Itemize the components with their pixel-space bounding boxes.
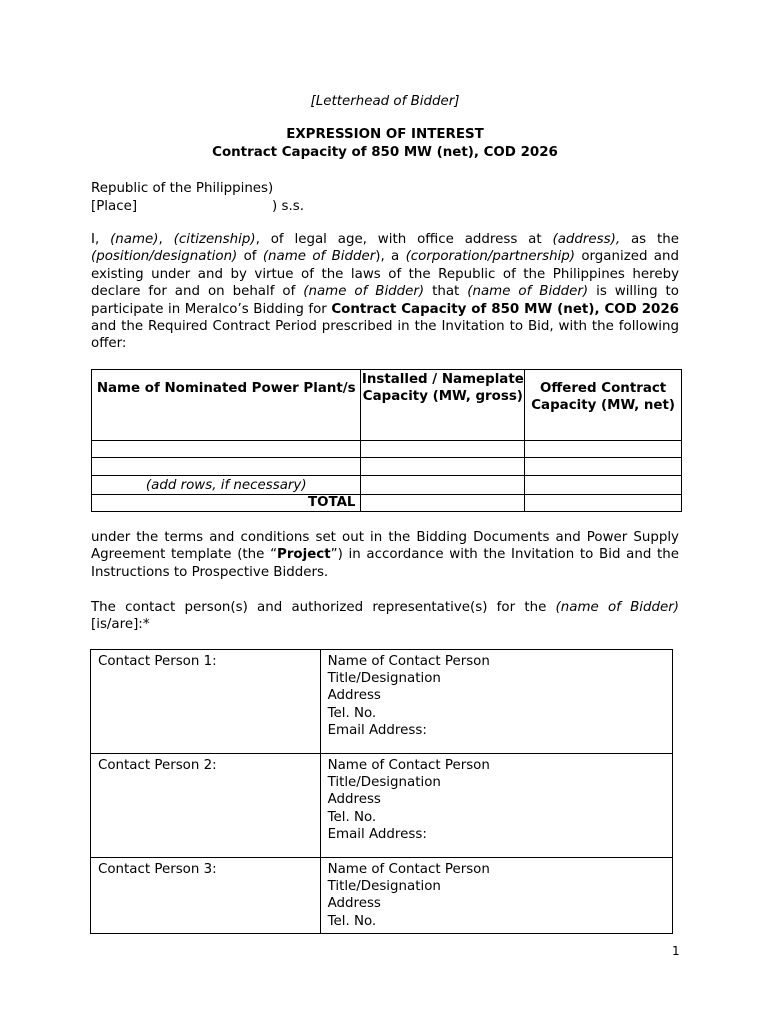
contact-row [91,754,673,858]
contact-persons-table [90,649,673,934]
contact-label: Contact Person 1: [91,650,321,754]
document-title: EXPRESSION OF INTEREST [286,127,484,142]
text-run: is willing to participate in Meralco’s Bidding for [91,284,679,317]
contact-details [320,650,672,754]
contact-line: Address [327,688,381,704]
table-cell[interactable] [92,458,361,476]
text-run: (name of Bidder) [467,284,589,300]
place-line: [Place] [91,199,138,214]
table-cell[interactable] [525,441,682,458]
ss-marker: ) s.s. [272,199,304,214]
text-run: (name of Bidder [262,249,376,265]
contact-line: Title/Designation [327,879,441,895]
table-cell[interactable] [361,476,525,495]
text-run: (name of Bidder) [303,284,425,300]
contact-row [91,650,673,754]
text-run: (corporation/partnership) [405,249,576,265]
contact-line: Email Address: [327,826,427,842]
offer-table [91,369,682,512]
table-cell[interactable] [525,476,682,495]
contact-details [320,858,672,934]
text-run: under the terms and conditions set out in the Bidding Documents and Power Supply Agreement template (the “ [91,530,679,563]
contact-row [91,858,673,934]
contact-line: Tel. No. [327,705,377,721]
text-run: that [424,284,468,300]
text-run: (address), [552,232,621,247]
declaration-paragraph [91,231,679,353]
text-run: and the Required Contract Period prescribed in the Invitation to Bid, with the following offer: [91,319,679,352]
contact-line: Address [327,792,381,808]
contact-line: Name of Contact Person [327,862,490,877]
contact-details [320,754,672,858]
total-label: TOTAL [92,495,361,512]
text-run: (name of Bidder) [555,600,679,615]
table-cell[interactable] [525,458,682,476]
header-offered-capacity: Offered Contract Capacity (MW, net) [525,370,682,441]
table-row [92,476,682,495]
text-run: (name) [110,232,159,247]
table-cell[interactable] [361,458,525,476]
contact-line: Email Address: [327,722,427,738]
contact-line: Title/Designation [327,671,441,687]
table-cell[interactable] [361,441,525,458]
document-subtitle: Contract Capacity of 850 MW (net), COD 2026 [212,145,558,160]
table-row [92,458,682,476]
text-run: , [158,232,174,247]
text-run: [is/are]:* [91,617,150,633]
venue-block [91,180,304,216]
contact-label: Contact Person 3: [91,858,321,934]
terms-paragraph [91,529,679,581]
text-run: of [237,249,263,265]
page-number: 1 [672,944,680,958]
total-installed-cell[interactable] [361,495,525,512]
total-offered-cell[interactable] [525,495,682,512]
contact-label: Contact Person 2: [91,754,321,858]
contact-line: Name of Contact Person [327,758,490,773]
table-cell[interactable] [92,441,361,458]
header-plant-name: Name of Nominated Power Plant/s [92,370,361,441]
contact-line: Name of Contact Person [327,654,490,669]
total-row [92,495,682,512]
text-run: as the [620,232,680,247]
text-run: Project [277,547,331,563]
republic-line: Republic of the Philippines) [91,181,274,196]
contact-intro-paragraph [91,599,679,634]
contact-line: Tel. No. [327,913,377,929]
text-run: The contact person(s) and authorized representative(s) for the [91,600,556,615]
table-row [92,441,682,458]
add-rows-note: (add rows, if necessary) [92,476,361,495]
text-run: ”) in accordance with the Invitation to Bid and the Instructions to Prospective Bidders. [91,547,679,580]
contact-line: Title/Designation [327,775,441,791]
text-run: I, [91,232,111,247]
letterhead-placeholder: [Letterhead of Bidder] [310,94,460,109]
text-run: ), a [375,249,406,265]
contact-line: Address [327,896,381,912]
text-run: , of legal age, with office address at [255,232,553,247]
contact-line: Tel. No. [327,809,377,825]
text-run: (position/designation) [91,249,238,265]
text-run: (citizenship) [173,232,256,247]
header-installed-capacity: Installed / Nameplate Capacity (MW, gross) [361,370,525,441]
text-run: Contract Capacity of 850 MW (net), COD 2026 [331,301,679,317]
text-run: organized and existing under and by virtue of the laws of the Republic of the Philippines hereby declare for and on behalf of [91,249,679,300]
